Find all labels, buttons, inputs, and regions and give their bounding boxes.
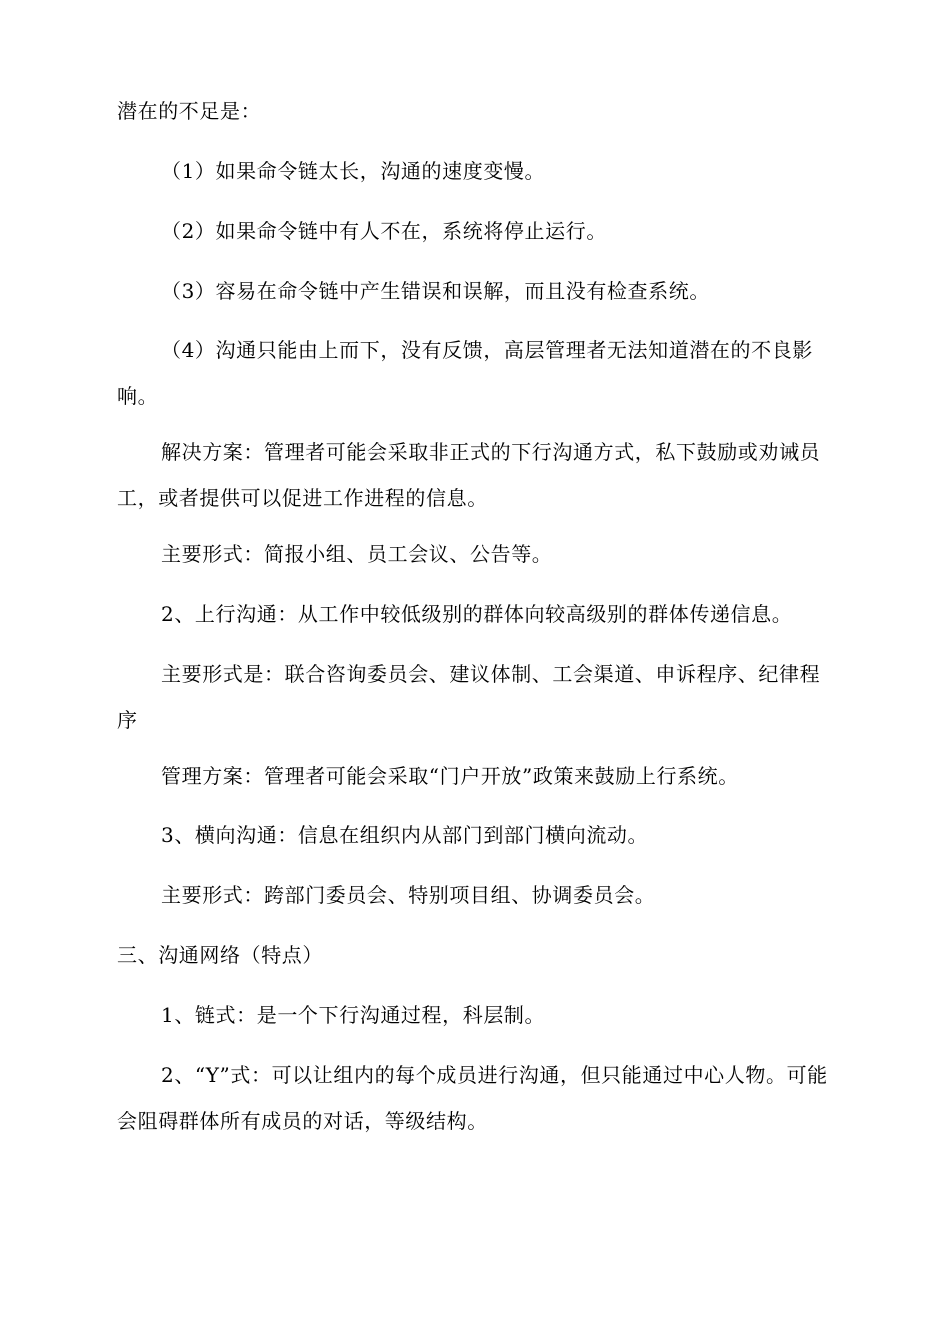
section-heading-communication-network: 三、沟通网络（特点） — [117, 943, 323, 967]
paragraph-item-1: （1）如果命令链太长，沟通的速度变慢。 — [161, 159, 546, 183]
paragraph-horizontal-communication: 3、横向沟通：信息在组织内从部门到部门横向流动。 — [161, 823, 649, 847]
paragraph-shortcomings-heading: 潜在的不足是： — [117, 99, 262, 123]
paragraph-item-4: （4）沟通只能由上而下，没有反馈，高层管理者无法知道潜在的不良影响。 — [117, 338, 813, 408]
paragraph-item-2: （2）如果命令链中有人不在，系统将停止运行。 — [161, 219, 607, 243]
paragraph-management-plan: 管理方案：管理者可能会采取“门户开放”政策来鼓励上行系统。 — [161, 764, 739, 788]
paragraph-chain-type: 1、链式：是一个下行沟通过程，科层制。 — [161, 1003, 546, 1027]
paragraph-solution: 解决方案：管理者可能会采取非正式的下行沟通方式，私下鼓励或劝诫员工，或者提供可以促进工作进程的信息。 — [117, 440, 821, 510]
paragraph-item-3: （3）容易在命令链中产生错误和误解，而且没有检查系统。 — [161, 279, 710, 303]
paragraph-upward-communication: 2、上行沟通：从工作中较低级别的群体向较高级别的群体传递信息。 — [161, 602, 793, 626]
paragraph-main-forms-2: 主要形式是：联合咨询委员会、建议体制、工会渠道、申诉程序、纪律程序 — [117, 662, 821, 732]
paragraph-y-type: 2、“Y”式：可以让组内的每个成员进行沟通，但只能通过中心人物。可能会阻碍群体所有成员的对话，等级结构。 — [117, 1063, 828, 1133]
paragraph-main-forms-1: 主要形式：简报小组、员工会议、公告等。 — [161, 542, 553, 566]
paragraph-main-forms-3: 主要形式：跨部门委员会、特别项目组、协调委员会。 — [161, 883, 656, 907]
